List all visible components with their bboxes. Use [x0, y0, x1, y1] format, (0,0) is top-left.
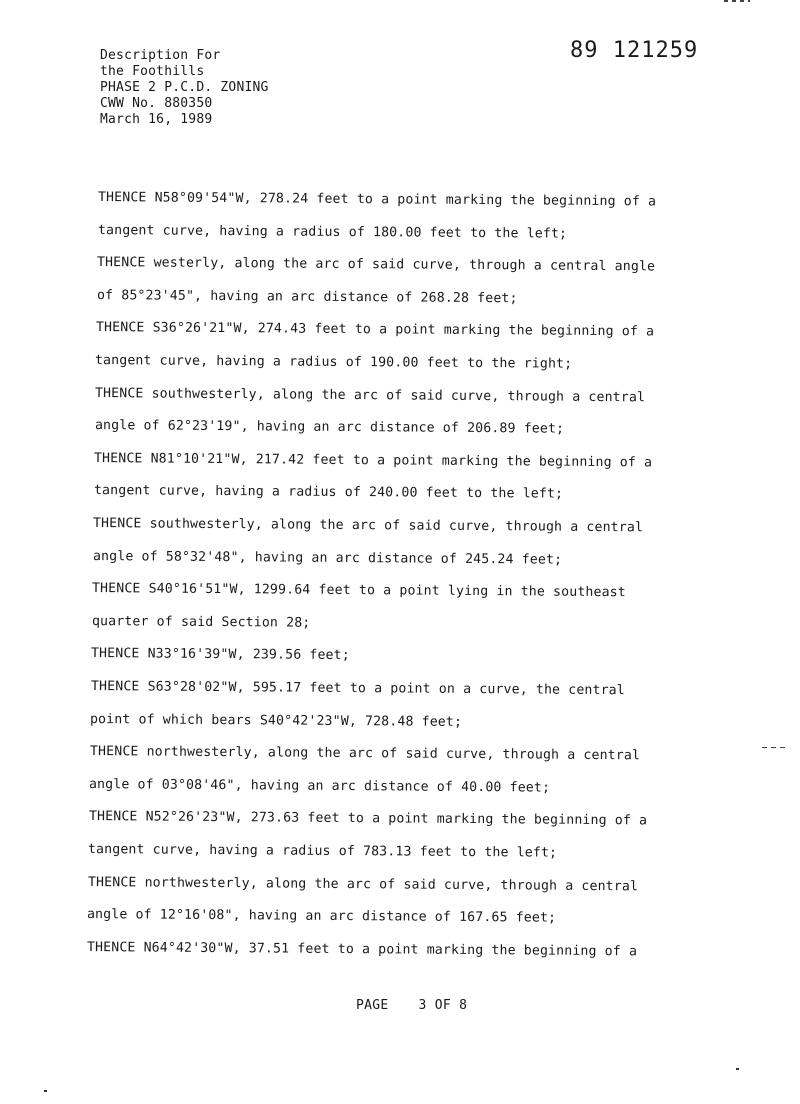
- body-line: THENCE S63°28'02"W, 595.17 feet to a point on a curve, the central: [90, 679, 625, 699]
- body-line: angle of 03°08'46", having an arc distance of 40.00 feet;: [88, 776, 551, 796]
- body-line: point of which bears S40°42'23"W, 728.48 feet;: [89, 711, 463, 730]
- body-line: THENCE S40°16'51"W, 1299.64 feet to a point lying in the southeast: [91, 581, 626, 601]
- body-line: THENCE N33°16'39"W, 239.56 feet;: [90, 646, 350, 664]
- body-line: angle of 58°32'48", having an arc distance of 245.24 feet;: [92, 548, 563, 568]
- description-header: [100, 48, 269, 128]
- body-line: tangent curve, having a radius of 180.00 feet to the left;: [97, 222, 568, 242]
- header-line-2: the Foothills: [100, 64, 205, 79]
- scan-mark-bottom-right: [736, 1068, 739, 1070]
- body-line: tangent curve, having a radius of 240.00 feet to the left;: [93, 483, 564, 503]
- header-line-3: PHASE 2 P.C.D. ZONING: [100, 80, 269, 95]
- body-line: tangent curve, having a radius of 190.00 feet to the right;: [94, 353, 573, 372]
- body-line: THENCE N52°26'23"W, 273.63 feet to a point marking the beginning of a: [88, 809, 648, 829]
- page-number: 3 OF 8: [418, 998, 468, 1013]
- body-line: of 85°23'45", having an arc distance of 268.28 feet;: [96, 287, 518, 307]
- recording-number: 89 121259: [570, 38, 699, 63]
- page-label: PAGE: [356, 998, 389, 1013]
- body-line: THENCE westerly, along the arc of said curve, through a central angle: [96, 255, 656, 275]
- header-line-1: Description For: [100, 48, 221, 63]
- body-line: THENCE N64°42'30"W, 37.51 feet to a point marking the beginning of a: [86, 939, 638, 960]
- body-line: THENCE S36°26'21"W, 274.43 feet to a point marking the beginning of a: [95, 320, 655, 340]
- body-line: quarter of said Section 28;: [91, 613, 311, 631]
- scan-mark-top: [724, 0, 750, 2]
- body-line: tangent curve, having a radius of 783.13 feet to the left;: [87, 842, 558, 861]
- body-line: THENCE northwesterly, along the arc of said curve, through a central: [89, 744, 641, 764]
- page-footer: [356, 998, 467, 1013]
- header-line-5: March 16, 1989: [100, 112, 213, 127]
- body-line: THENCE southwesterly, along the arc of said curve, through a central: [92, 516, 644, 536]
- body-line: THENCE N58°09'54"W, 278.24 feet to a point marking the beginning of a: [97, 190, 657, 210]
- body-line: THENCE northwesterly, along the arc of said curve, through a central: [87, 874, 639, 894]
- body-line: angle of 12°16'08", having an arc distance of 167.65 feet;: [86, 907, 557, 926]
- body-line: THENCE N81°10'21"W, 217.42 feet to a point marking the beginning of a: [93, 450, 653, 471]
- body-line: angle of 62°23'19", having an arc distance of 206.89 feet;: [94, 418, 565, 437]
- body-line: THENCE southwesterly, along the arc of said curve, through a central: [94, 385, 646, 405]
- scan-mark-bottom-left: [44, 1090, 47, 1092]
- scan-mark-right: [762, 747, 788, 748]
- header-line-4: CWW No. 880350: [100, 96, 213, 111]
